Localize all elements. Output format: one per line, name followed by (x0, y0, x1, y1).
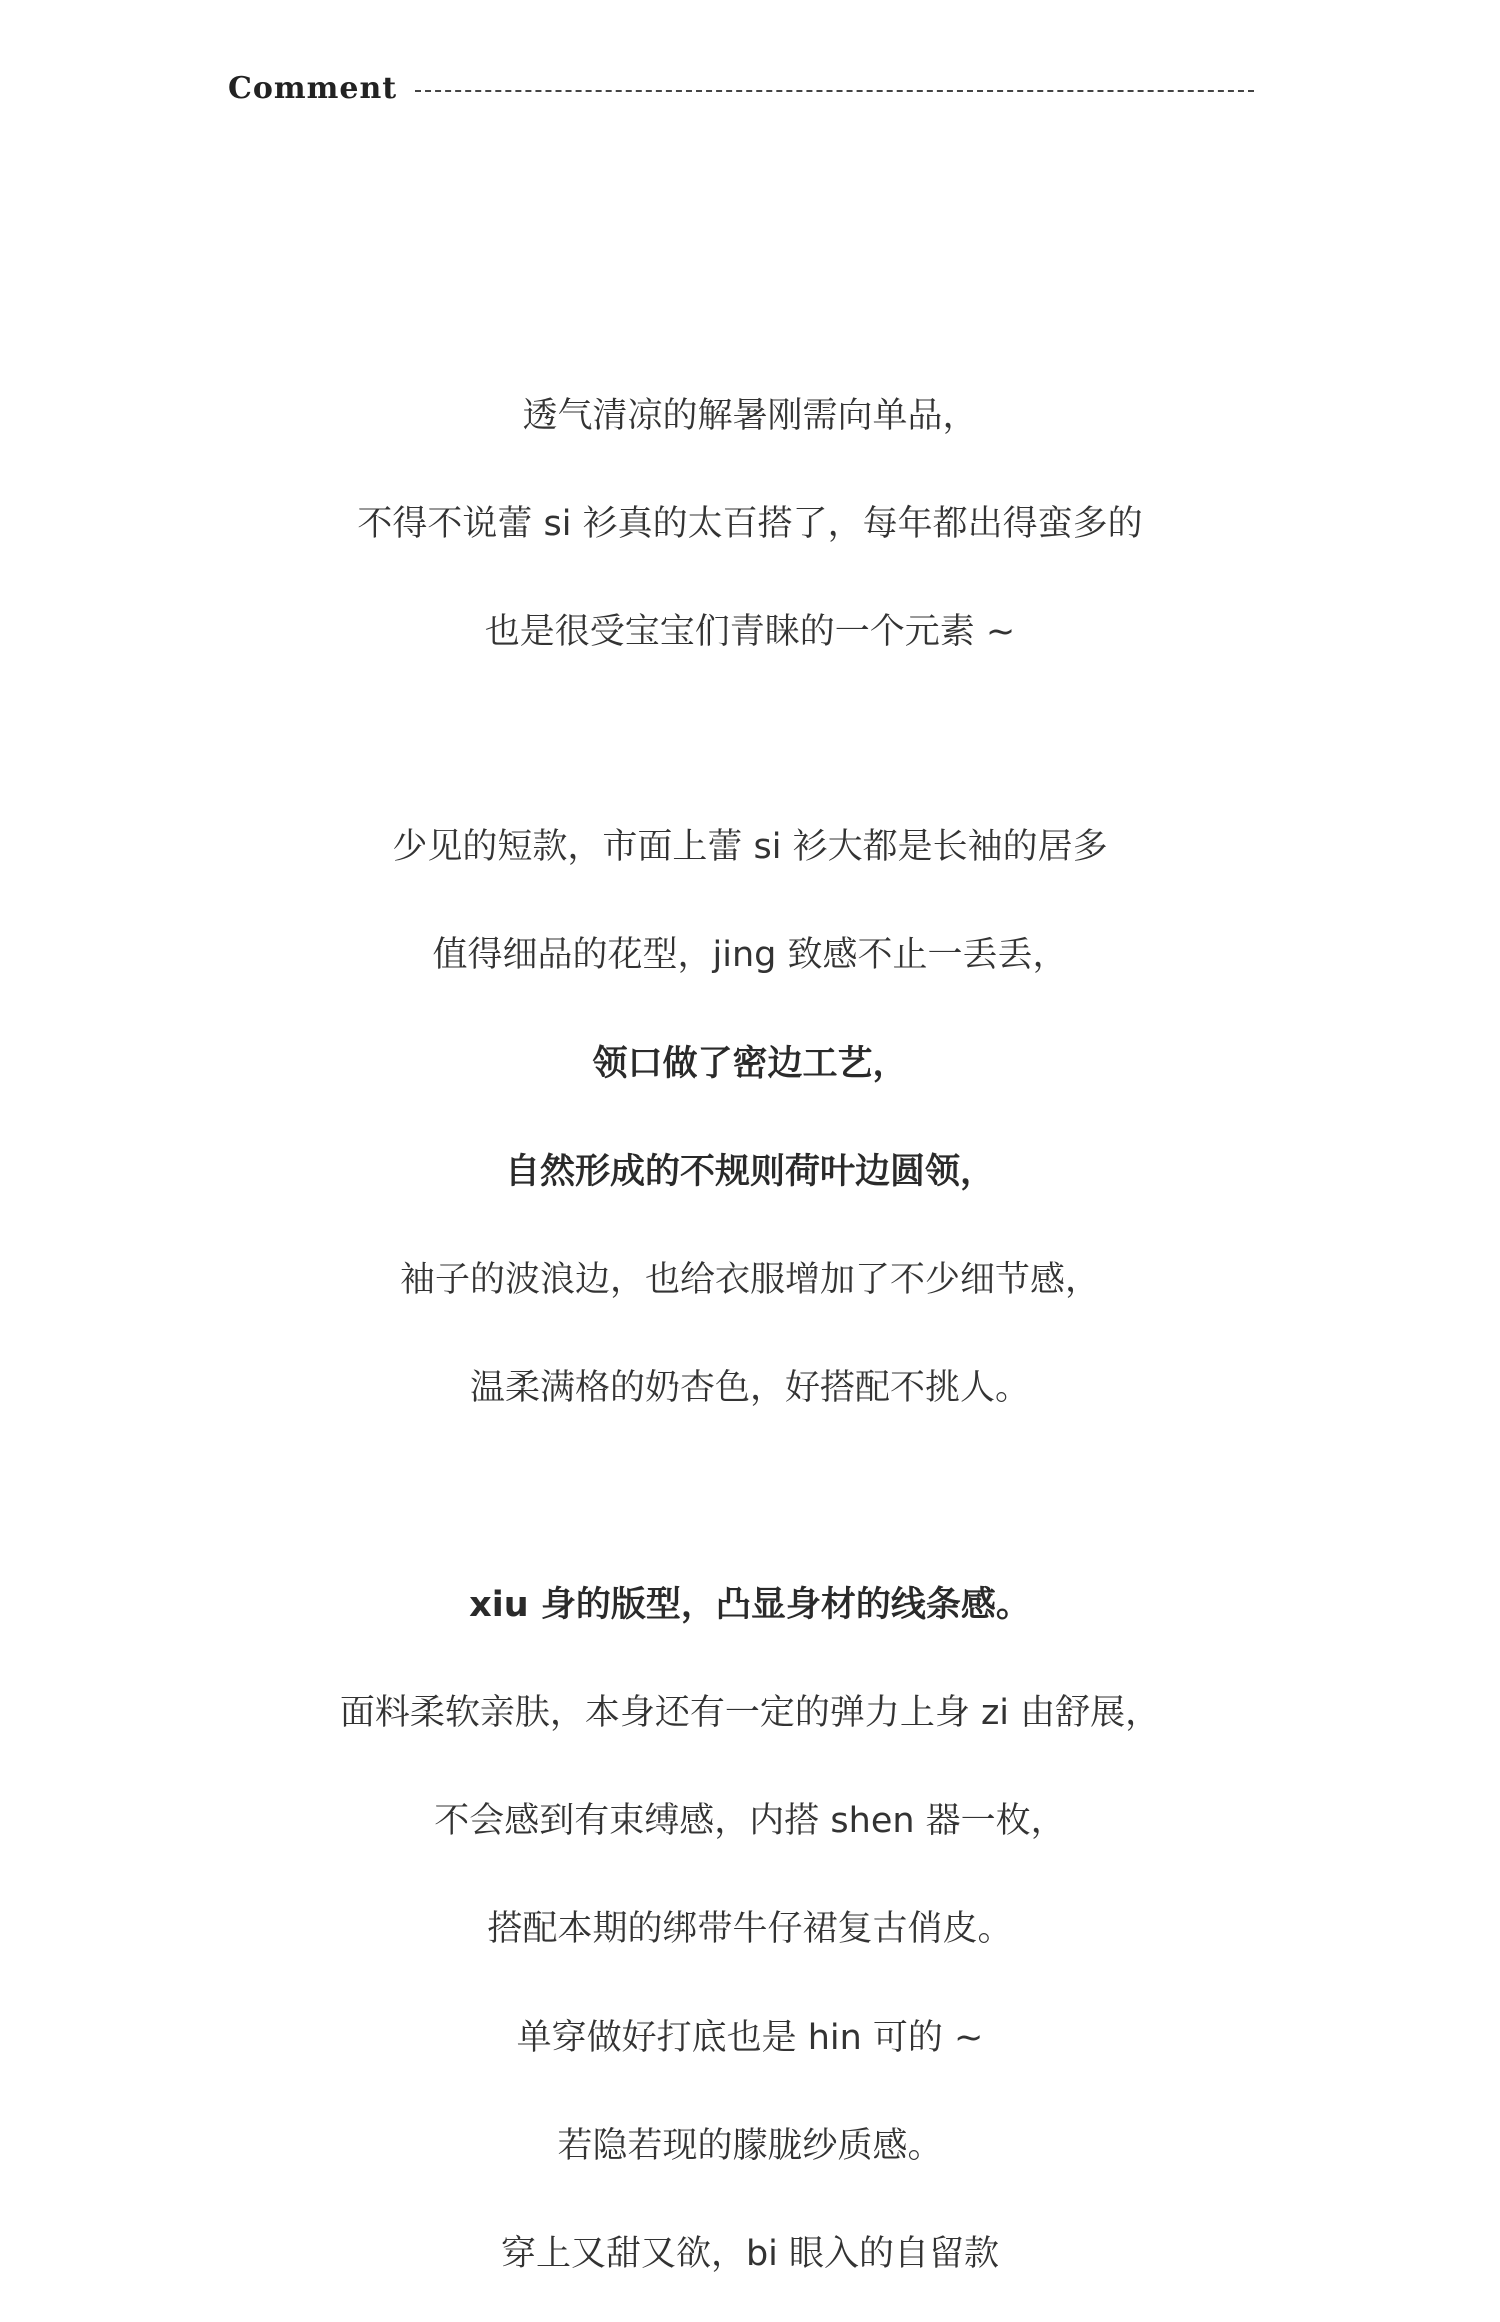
comment-title: Comment (228, 70, 398, 106)
comment-line: 袖子的波浪边，也给衣服增加了不少细节感， (399, 1260, 1100, 1300)
comment-line: 若隐若现的朦胧纱质感。 (557, 2126, 943, 2166)
comment-line: 少见的短款，市面上蕾 si 衫大都是长袖的居多 (392, 827, 1108, 867)
comment-line: 透气清凉的解暑刚需向单品， (522, 396, 978, 436)
comment-line-emphasis: 自然形成的不规则荷叶边圆领， (504, 1152, 995, 1192)
comment-line-emphasis: xiu 身的版型，凸显身材的线条感。 (469, 1585, 1031, 1625)
comment-line: 也是很受宝宝们青睐的一个元素 ~ (484, 612, 1016, 652)
comment-line: 值得细品的花型，jing 致感不止一丢丢， (432, 935, 1068, 975)
dashed-divider (415, 90, 1254, 92)
comment-line: 穿上又甜又欲，bi 眼入的自留款 (500, 2234, 1000, 2274)
comment-line: 不得不说蕾 si 衫真的太百搭了，每年都出得蛮多的 (357, 504, 1143, 544)
comment-line: 单穿做好打底也是 hin 可的 ~ (516, 2018, 984, 2058)
comment-line: 温柔满格的奶杏色，好搭配不挑人。 (469, 1368, 1030, 1408)
comment-line: 搭配本期的绑带牛仔裙复古俏皮。 (487, 1909, 1013, 1949)
comment-header (228, 66, 1254, 110)
comment-line: 不会感到有束缚感，内搭 shen 器一枚， (434, 1801, 1066, 1841)
comment-line: 面料柔软亲肤，本身还有一定的弹力上身 zi 由舒展， (339, 1693, 1161, 1733)
comment-line-emphasis: 领口做了密边工艺， (592, 1044, 908, 1084)
